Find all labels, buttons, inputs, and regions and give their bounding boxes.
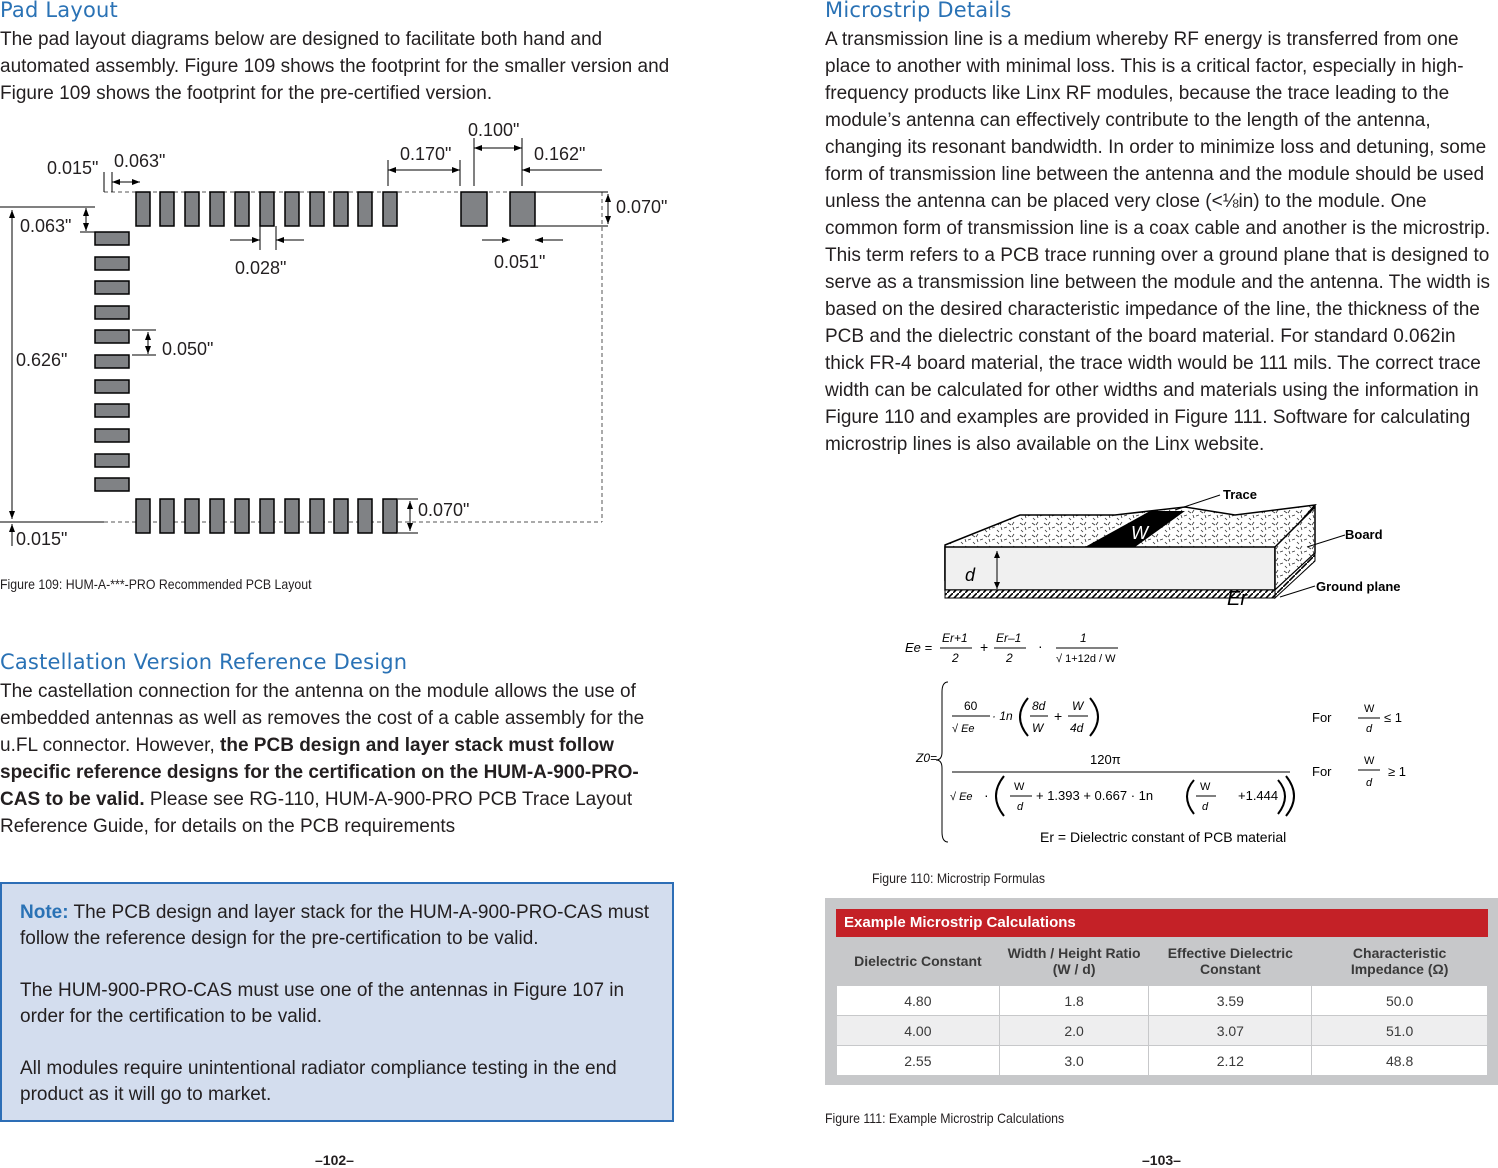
- note-label: Note:: [20, 902, 69, 923]
- thickness-label: d: [965, 565, 976, 585]
- case1-ln: · 1n: [992, 709, 1013, 723]
- table-cell: 2.12: [1149, 1046, 1312, 1076]
- table-cell: 48.8: [1312, 1046, 1488, 1076]
- case2-inner-rparen: [1278, 780, 1285, 814]
- page-number-right: –103–: [1142, 1152, 1181, 1168]
- pad-layout-intro: The pad layout diagrams below are designed to facilitate both hand and automated assembly. Figure 109 shows the footprint for the smaller version and Figure 109 shows the footprint for the pre-certified version.: [0, 29, 670, 104]
- z0-lhs: Z0=: [916, 751, 938, 765]
- page-number-left: –102–: [315, 1152, 354, 1168]
- case1-plus: +: [1054, 708, 1063, 724]
- pad-layout-heading: Pad Layout: [0, 0, 118, 22]
- left-pad-column: [95, 232, 129, 491]
- header-dielectric-constant: Dielectric Constant: [854, 953, 982, 969]
- table-row: [837, 1016, 1488, 1046]
- castellation-bold: the PCB design and layer stack must follow specific reference designs for the certification on the HUM-A-900-PRO-CAS to be valid.: [0, 735, 639, 810]
- table-cell: 4.80: [837, 986, 1000, 1016]
- case2-b-num: W: [1200, 781, 1211, 793]
- note-paragraph-2: The HUM-900-PRO-CAS must use one of the antennas in Figure 107 in order for the certification to be valid.: [20, 980, 625, 1027]
- case2-num: 120π: [1090, 752, 1121, 767]
- figure-110-caption: Figure 110: Microstrip Formulas: [872, 870, 1045, 886]
- ee-term2-num: Er–1: [996, 631, 1022, 645]
- header-width-height-ratio: Width / Height Ratio (W / d): [1007, 945, 1141, 977]
- case2-cond: ≥ 1: [1388, 764, 1406, 779]
- figure-111-caption: Figure 111: Example Microstrip Calculations: [825, 1110, 1065, 1126]
- width-label: W: [1131, 523, 1148, 543]
- case2-dot: ·: [984, 787, 989, 803]
- case1-rparen: [1090, 698, 1098, 736]
- case2-inner-lparen: [1187, 780, 1194, 814]
- dim-0063-top: 0.063": [114, 151, 166, 171]
- case2-cond-den: d: [1366, 777, 1373, 789]
- case1-cond: ≤ 1: [1384, 710, 1402, 725]
- case2-rparen: [1286, 776, 1294, 816]
- table-cell: 51.0: [1312, 1016, 1488, 1046]
- antenna-pads: [461, 192, 535, 226]
- dim-0051: 0.051": [494, 252, 546, 272]
- castellation-text-2: Please see RG-110, HUM-A-900-PRO PCB Trace Layout Reference Guide, for details on the PCB requirements: [0, 789, 633, 837]
- case2-den: √ Ee: [950, 791, 973, 803]
- castellation-heading: Castellation Version Reference Design: [0, 650, 408, 674]
- case1-lparen: [1020, 698, 1028, 736]
- trace-leader: [1175, 495, 1220, 510]
- case2-a-num: W: [1014, 781, 1025, 793]
- case1-for: For: [1312, 710, 1332, 725]
- case1-b-num: W: [1072, 699, 1084, 713]
- case1-den: √ Ee: [952, 723, 975, 735]
- table-cell: 2.55: [837, 1046, 1000, 1076]
- ee-term3-den: √ 1+12d / W: [1056, 653, 1116, 665]
- note-text-1: The PCB design and layer stack for the HUM-A-900-PRO-CAS must follow the reference design for the pre-certification to be valid.: [20, 902, 649, 949]
- microstrip-table-panel: [825, 898, 1498, 1085]
- dim-0070-top: 0.070": [616, 197, 668, 217]
- certification-note: [0, 882, 674, 1122]
- dim-0028: 0.028": [235, 258, 287, 278]
- case2-cond-num: W: [1364, 755, 1375, 767]
- case1-cond-num: W: [1364, 703, 1375, 715]
- ee-lhs: Ee =: [905, 640, 933, 655]
- microstrip-heading: Microstrip Details: [825, 0, 1012, 22]
- table-cell: 50.0: [1312, 986, 1488, 1016]
- table-cell: 3.07: [1149, 1016, 1312, 1046]
- ee-term1-num: Er+1: [942, 631, 968, 645]
- case2-b-den: d: [1202, 801, 1209, 813]
- dim-0070-bottom: 0.070": [418, 500, 470, 520]
- microstrip-text: A transmission line is a medium whereby RF energy is transferred from one place to another with minimal loss. This is a critical factor, especially in high-frequency products like Linx RF modules, because the trace leading to the module’s antenna can effectively contribute to the length of the antenna, changing its resonant bandwidth. In order to minimize loss and detuning, some form of transmission line between the antenna and the module should be used unless the antenna can be placed very close (<⅛in) to the module. One common form of transmission line is a coax cable and another is the microstrip. This term refers to a PCB trace running over a ground plane that is designed to serve as a transmission line between the module and the antenna. The width is based on the desired characteristic impedance of the line, the thickness of the PCB and the dielectric constant of the board material. For standard 0.062in thick FR-4 board material, the trace width would be 111 mils. The correct trace width can be calculated for other widths and materials using the information in Figure 110 and examples are provided in Figure 111. Software for calculating microstrip lines is also available on the Linx website.: [825, 29, 1491, 455]
- ee-term2-den: 2: [1006, 651, 1013, 665]
- table-cell: 3.59: [1149, 986, 1312, 1016]
- table-header-row: [837, 937, 1488, 986]
- header-effective-dielectric: Effective Dielectric Constant: [1167, 945, 1293, 977]
- dim-0050: 0.050": [162, 339, 214, 359]
- top-pad-row: [136, 192, 397, 226]
- table-cell: 4.00: [837, 1016, 1000, 1046]
- pcb-layout-diagram: [0, 110, 680, 550]
- dim-0015-bottom: 0.015": [16, 529, 68, 549]
- z0-brace: [936, 682, 948, 842]
- microstrip-calc-table: [836, 937, 1488, 1076]
- table-cell: 1.8: [999, 986, 1149, 1016]
- dim-0015-top: 0.015": [47, 158, 99, 178]
- ground-plane: [945, 590, 1275, 598]
- dim-0162: 0.162": [534, 144, 586, 164]
- case2-end: +1.444: [1238, 788, 1279, 803]
- microstrip-diagram: [935, 485, 1415, 635]
- dielectric-label: Er: [1227, 588, 1247, 610]
- trace-label: Trace: [1223, 487, 1257, 502]
- ee-dot: ·: [1038, 638, 1043, 654]
- case1-a-den: W: [1032, 721, 1044, 735]
- er-note: Er = Dielectric constant of PCB material: [1040, 829, 1287, 845]
- header-characteristic-impedance: Characteristic Impedance (Ω): [1350, 945, 1449, 977]
- dim-0063-left: 0.063": [20, 216, 72, 236]
- board-label: Board: [1345, 527, 1383, 542]
- ee-term3-num: 1: [1080, 631, 1087, 645]
- table-cell: 2.0: [999, 1016, 1149, 1046]
- table-cell: 3.0: [999, 1046, 1149, 1076]
- castellation-text-1: The castellation connection for the antenna on the module allows the use of embedded antennas as well as removes the cost of a cable assembly for the u.FL connector. However,: [0, 681, 645, 756]
- board-front-face: [945, 547, 1275, 590]
- case1-num: 60: [964, 699, 978, 713]
- case1-a-num: 8d: [1032, 699, 1046, 713]
- case2-lparen: [996, 776, 1004, 816]
- case2-for: For: [1312, 764, 1332, 779]
- case1-cond-den: d: [1366, 723, 1373, 735]
- figure-109-caption: Figure 109: HUM-A-***-PRO Recommended PCB Layout: [0, 576, 312, 592]
- microstrip-formulas: [900, 620, 1460, 850]
- table-title: Example Microstrip Calculations: [836, 909, 1488, 937]
- castellation-text: [0, 678, 660, 840]
- note-paragraph-3: All modules require unintentional radiator compliance testing in the end product as it will go to market.: [20, 1058, 617, 1105]
- table-row: [837, 1046, 1488, 1076]
- dim-0170: 0.170": [400, 144, 452, 164]
- bottom-pad-row: [136, 499, 397, 533]
- ground-plane-label: Ground plane: [1316, 579, 1401, 594]
- case2-a-den: d: [1017, 801, 1024, 813]
- dim-0100: 0.100": [468, 120, 520, 140]
- case2-mid: + 1.393 + 0.667 · 1n: [1036, 788, 1154, 803]
- case1-b-den: 4d: [1070, 721, 1084, 735]
- dim-0626: 0.626": [16, 350, 68, 370]
- note-paragraph-1: [20, 900, 654, 952]
- ee-term1-den: 2: [952, 651, 959, 665]
- ee-plus: +: [980, 639, 989, 655]
- table-row: [837, 986, 1488, 1016]
